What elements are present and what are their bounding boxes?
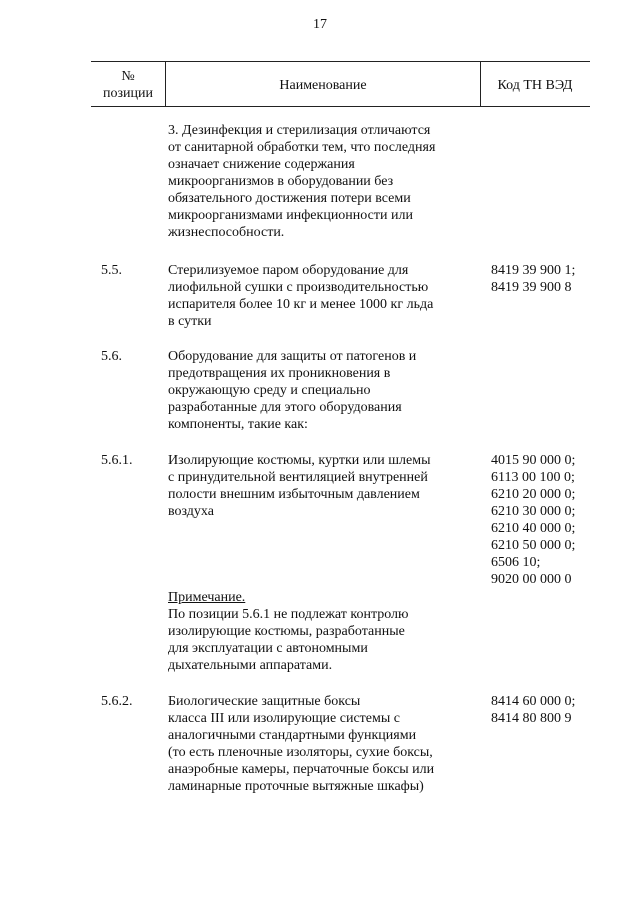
row-name-line: предотвращения их проникновения в (168, 366, 391, 381)
code-entry: 4015 90 000 0; (491, 453, 576, 468)
note-line: дыхательными аппаратами. (168, 658, 333, 673)
code-entry: 8419 39 900 8 (491, 280, 572, 295)
row-name-line: класса III или изолирующие системы с (168, 711, 400, 726)
intro-note-line: от санитарной обработки тем, что последняя (168, 140, 436, 155)
row-name-line: в сутки (168, 314, 212, 329)
header-code: Код ТН ВЭД (497, 78, 573, 93)
code-entry: 6210 50 000 0; (491, 538, 576, 553)
header-name: Наименование (279, 78, 367, 93)
row-name-line: Стерилизуемое паром оборудование для (168, 263, 409, 278)
intro-note-line: означает снижение содержания (168, 157, 355, 172)
row-name (168, 262, 468, 330)
row-name-line: лиофильной сушки с производительностью (168, 280, 429, 295)
row-codes (491, 452, 591, 588)
row-name-line: (то есть пленочные изоляторы, сухие боксы, (168, 745, 433, 760)
row-name-line: аналогичными стандартными функциями (168, 728, 417, 743)
note-line: для эксплуатации с автономными (168, 641, 368, 656)
code-entry: 6506 10; (491, 555, 541, 570)
row-name-line: ламинарные проточные вытяжные шкафы) (168, 779, 424, 794)
header-num-symbol: № (121, 69, 135, 84)
row-name-line: анаэробные камеры, перчаточные боксы или (168, 762, 435, 777)
row-name-line: с принудительной вентиляцией внутренней (168, 470, 428, 485)
row-name-line: испарителя более 10 кг и менее 1000 кг льда (168, 297, 434, 312)
row-name-line: полости внешним избыточным давлением (168, 487, 420, 502)
row-name (168, 452, 468, 520)
header-num-cell (91, 68, 165, 102)
row-number: 5.6.1. (101, 453, 133, 468)
header-num-label: позиции (103, 86, 153, 101)
code-entry: 6113 00 100 0; (491, 470, 575, 485)
intro-note-line: микроорганизмами инфекционности или (168, 208, 413, 223)
row-number: 5.5. (101, 263, 122, 278)
intro-note-line: жизнеспособности. (168, 225, 285, 240)
row-name-line: разработанные для этого оборудования (168, 400, 402, 415)
row-codes (491, 262, 591, 296)
row-number: 5.6. (101, 349, 122, 364)
note-line: По позиции 5.6.1 не подлежат контролю (168, 607, 409, 622)
row-name-line: Изолирующие костюмы, куртки или шлемы (168, 453, 431, 468)
code-entry: 9020 00 000 0 (491, 572, 572, 587)
row-name-line: Оборудование для защиты от патогенов и (168, 349, 417, 364)
intro-note-line: обязательного достижения потери всеми (168, 191, 411, 206)
code-entry: 8419 39 900 1; (491, 263, 576, 278)
code-entry: 8414 80 800 9 (491, 711, 572, 726)
code-entry: 6210 20 000 0; (491, 487, 576, 502)
code-entry: 8414 60 000 0; (491, 694, 576, 709)
row-codes (491, 693, 591, 727)
row-number: 5.6.2. (101, 694, 133, 709)
note-line: изолирующие костюмы, разработанные (168, 624, 405, 639)
intro-note-line: 3. Дезинфекция и стерилизация отличаются (168, 123, 431, 138)
intro-note (168, 122, 468, 241)
row-name (168, 348, 468, 433)
row-name-line: Биологические защитные боксы (168, 694, 361, 709)
row-name (168, 693, 468, 795)
intro-note-line: микроорганизмов в оборудовании без (168, 174, 394, 189)
row-name-line: окружающую среду и специально (168, 383, 371, 398)
row-name-line: воздуха (168, 504, 214, 519)
note-5-6-1 (168, 589, 468, 674)
page-number: 17 (313, 17, 327, 32)
code-entry: 6210 30 000 0; (491, 504, 576, 519)
row-name-line: компоненты, такие как: (168, 417, 308, 432)
code-entry: 6210 40 000 0; (491, 521, 576, 536)
note-title: Примечание. (168, 590, 246, 605)
